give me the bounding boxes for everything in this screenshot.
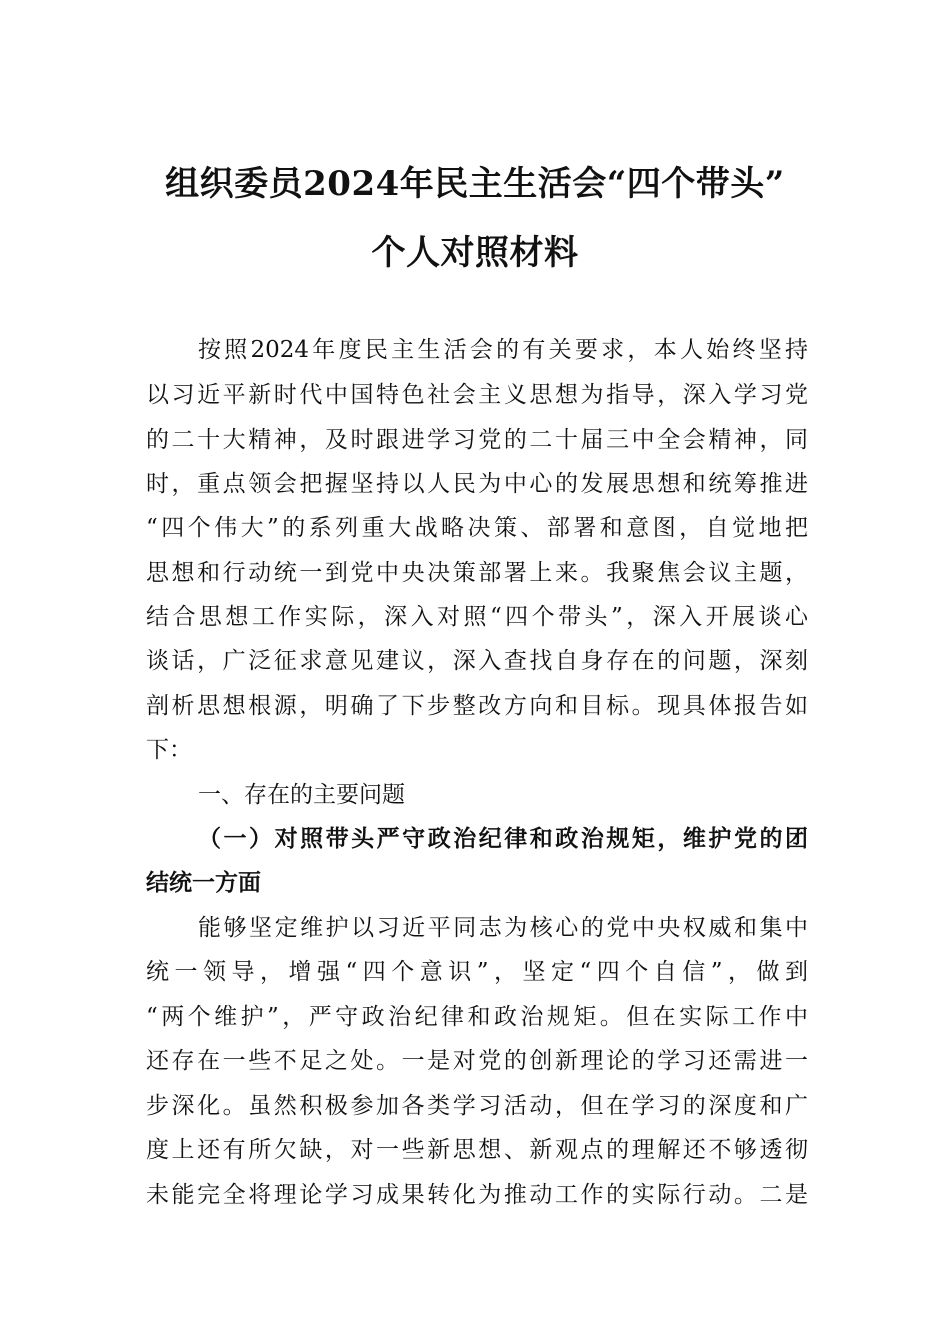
intro-line: 按照2024年度民主生活会的有关要求，本人始终坚持 xyxy=(198,337,808,363)
body-line: 度上还有所欠缺，对一些新思想、新观点的理解还不够透彻 xyxy=(146,1137,808,1163)
intro-line: 剖析思想根源，明确了下步整改方向和目标。现具体报告如 xyxy=(146,693,808,719)
intro-line: 时，重点领会把握坚持以人民为中心的发展思想和统筹推进 xyxy=(146,471,808,497)
subsection-heading: 结统一方面 xyxy=(146,869,261,896)
body-line: 能够坚定维护以习近平同志为核心的党中央权威和集中 xyxy=(198,915,808,941)
intro-line: 下： xyxy=(146,737,192,763)
section-heading: 一、存在的主要问题 xyxy=(198,782,405,808)
body-line: “两个维护”，严守政治纪律和政治规矩。但在实际工作中 xyxy=(146,1004,808,1030)
body-line: 还存在一些不足之处。一是对党的创新理论的学习还需进一 xyxy=(146,1048,808,1074)
intro-line: 结合思想工作实际，深入对照“四个带头”，深入开展谈心 xyxy=(146,604,808,630)
intro-line: 思想和行动统一到党中央决策部署上来。我聚焦会议主题， xyxy=(146,560,808,586)
intro-line: 以习近平新时代中国特色社会主义思想为指导，深入学习党 xyxy=(146,382,808,408)
intro-line: 谈话，广泛征求意见建议，深入查找自身存在的问题，深刻 xyxy=(146,648,808,674)
intro-line: 的二十大精神，及时跟进学习党的二十届三中全会精神，同 xyxy=(146,427,808,453)
subsection-heading: （一）对照带头严守政治纪律和政治规矩，维护党的团 xyxy=(198,825,808,852)
body-line: 统一领导，增强“四个意识”，坚定“四个自信”，做到 xyxy=(146,959,808,985)
body-line: 步深化。虽然积极参加各类学习活动，但在学习的深度和广 xyxy=(146,1093,808,1119)
document-title-line-1: 组织委员2024年民主生活会“四个带头” xyxy=(165,164,785,204)
document-title-line-2: 个人对照材料 xyxy=(371,233,579,273)
body-line: 未能完全将理论学习成果转化为推动工作的实际行动。二是 xyxy=(146,1182,808,1208)
intro-line: “四个伟大”的系列重大战略决策、部署和意图，自觉地把 xyxy=(146,515,808,541)
